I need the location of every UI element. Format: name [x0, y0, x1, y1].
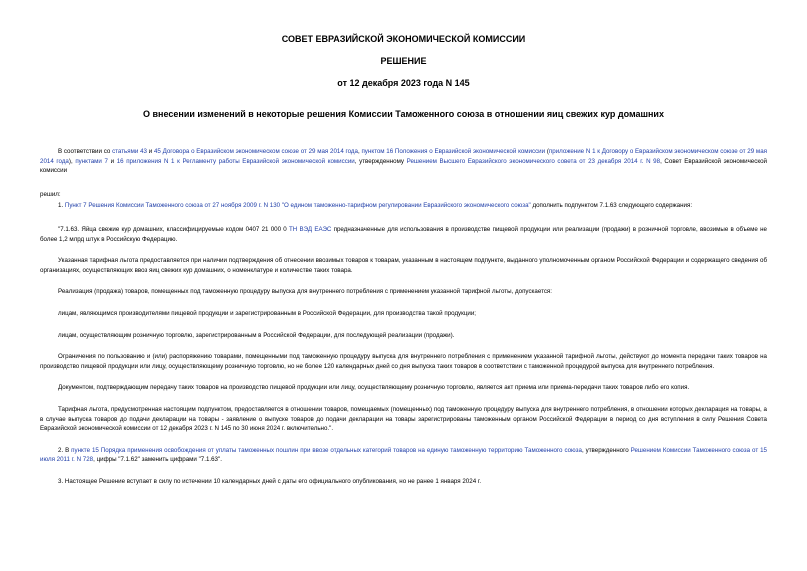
- subpoint-text: предназначенные для использования в производстве пищевой продукции или реализации (продажи) в розничной торговле, ввозимые в объеме не более 1,2 млрд штук в Российскую Федерацию.: [40, 225, 767, 243]
- subpoint-text: "7.1.63. Яйца свежие кур домашних, классифицируемые кодом 0407 21 000 0: [58, 225, 290, 233]
- subpoint-paragraph: Ограничения по пользованию и (или) распоряжению товарами, помещенными под таможенную процедуру выпуска для внутреннего потребления с применением указанной тарифной льготы, действуют до момента передачи таких товаров на производство пищевой продукции или лицу, осуществляющему розничную торговлю, но не более 120 календарных дней со дня выпуска таких товаров в соответствии с таможенной процедурой выпуска для внутреннего потребления.: [40, 353, 767, 370]
- link-decision-130[interactable]: Пункт 7 Решения Комиссии Таможенного союза от 27 ноября 2009 г. N 130 "О едином таможенно-тарифном регулировании Евразийского экономического союза": [64, 202, 531, 210]
- item-2-text: , цифры "7.1.62" заменить цифрами "7.1.63".: [93, 456, 222, 464]
- subpoint-paragraph: Реализация (продажа) товаров, помещенных под таможенную процедуру выпуска для внутреннего потребления с применением указанной тарифной льготы, допускается:: [58, 288, 552, 296]
- subpoint-paragraph: лицам, являющимся производителями пищевой продукции и зарегистрированным в Российской Федерации, для производства такой продукции;: [58, 309, 477, 317]
- preamble-text: и: [146, 148, 154, 155]
- preamble-text: В соответствии со: [58, 148, 113, 155]
- item-1-text: 1.: [58, 202, 65, 210]
- item-3-paragraph: 3. Настоящее Решение вступает в силу по истечении 10 календарных дней с даты его официального опубликования, но не ранее 1 января 2024 г.: [58, 477, 482, 485]
- preamble-text: и: [107, 157, 117, 165]
- preamble-text: , Совет Евразийской экономической комиссии: [40, 157, 767, 175]
- link-annex-1-rules[interactable]: 16 приложения N 1 к Регламенту работы Евразийской экономической комиссии: [116, 157, 355, 165]
- subpoint-paragraph: Указанная тарифная льгота предоставляется при наличии подтверждения об отнесении ввозимых товаров к товарам, указанным в настоящем подпункте, выданного уполномоченным органом Российской Федерации и содержащего сведения об организациях, осуществляющих ввоз яиц свежих кур домашних, о номенклатуре и количестве таких товара.: [40, 257, 767, 274]
- resolved-label: решил:: [40, 190, 61, 198]
- link-supreme-council-decision[interactable]: Решением Высшего Евразийского экономического совета от 23 декабря 2014 г. N 98: [406, 157, 661, 165]
- item-2-text: 2. В: [58, 446, 72, 454]
- link-articles-43[interactable]: статьями 43: [112, 148, 147, 155]
- link-regulation-point-16[interactable]: пунктом 16 Положения о Евразийской экономической комиссии: [361, 148, 546, 155]
- link-decision-728[interactable]: Решением Комиссии Таможенного союза от 15 июля 2011 г. N 728: [40, 446, 767, 464]
- subpoint-paragraph: Тарифная льгота, предусмотренная настоящим подпунктом, предоставляется в отношении товаров, помещаемых (помещенных) под таможенную процедуру выпуска для внутреннего потребления, в отношении которых декларация на товары, а в случае выпуска товаров до подачи декларации на товары - заявление о выпуске товаров до подачи декларации на товары зарегистрированы таможенным органом Российской Федерации в период со дня вступления в силу Решения Совета Евразийской экономической комиссии от 12 декабря 2023 г. N 145 по 30 июня 2024 г. включительно.".: [40, 405, 767, 433]
- link-order-point-15[interactable]: пункте 15 Порядка применения освобождения от уплаты таможенных пошлин при ввозе отдельных категорий товаров на единую таможенную территорию Таможенного союза: [71, 446, 582, 454]
- link-treaty-eaeu[interactable]: 45 Договора о Евразийском экономическом союзе от 29 мая 2014 года: [153, 148, 358, 155]
- document-date: от 12 декабря 2023 года N 145: [337, 78, 470, 88]
- item-1-text: дополнить подпунктом 7.1.63 следующего содержания:: [530, 202, 693, 210]
- document-body: [40, 147, 767, 486]
- document-type: РЕШЕНИЕ: [380, 56, 427, 66]
- preamble-text: , утвержденному: [354, 157, 407, 165]
- item-2-paragraph: [40, 446, 767, 465]
- preamble-paragraph: [40, 147, 767, 176]
- subpoint-paragraph: Документом, подтверждающим передачу таких товаров на производство пищевой продукции или лицу, осуществляющему розничную торговлю, является акт приема или приема-передачи таких товаров либо его копия.: [58, 384, 690, 392]
- document-title: О внесении изменений в некоторые решения Комиссии Таможенного союза в отношении яиц свежих кур домашних: [143, 109, 664, 119]
- link-annex-1-treaty[interactable]: приложение N 1 к Договору о Евразийском экономическом союзе от 29 мая 2014 года: [40, 148, 767, 165]
- item-1-paragraph: [40, 201, 767, 211]
- organization-title: СОВЕТ ЕВРАЗИЙСКОЙ ЭКОНОМИЧЕСКОЙ КОМИССИИ: [281, 34, 526, 44]
- subpoint-7-1-63: [40, 225, 767, 244]
- preamble-text: ),: [68, 157, 76, 165]
- preamble-text: (: [545, 148, 549, 155]
- link-points-7[interactable]: пунктами 7: [75, 157, 108, 165]
- preamble-text: ,: [357, 148, 362, 155]
- subpoint-paragraph: лицам, осуществляющим розничную торговлю, зарегистрированным в Российской Федерации, для последующей реализации (продажи).: [58, 331, 455, 339]
- link-tn-ved[interactable]: ТН ВЭД ЕАЭС: [289, 225, 332, 233]
- item-2-text: , утвержденного: [581, 446, 631, 454]
